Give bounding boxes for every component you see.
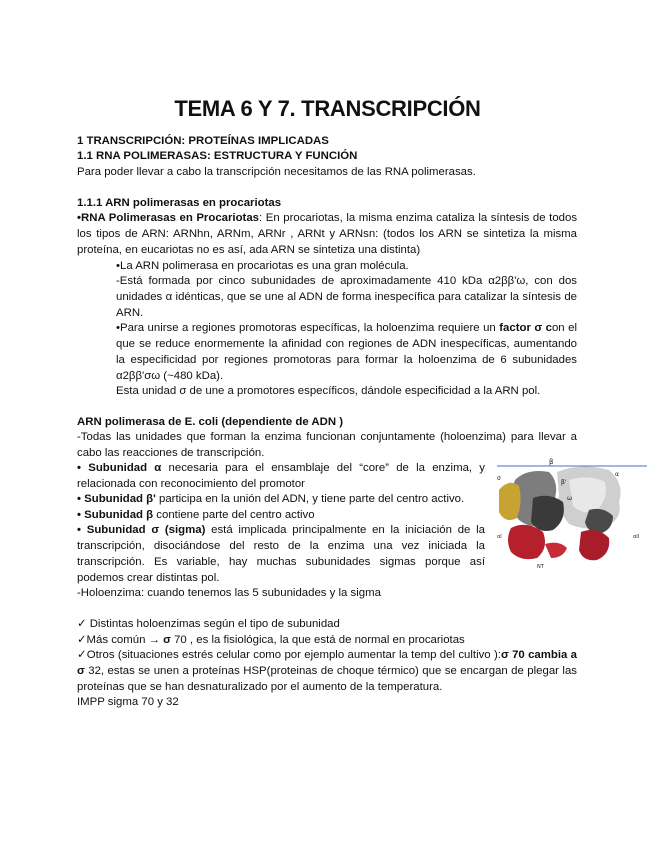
check-2-sigma: σ <box>163 634 171 646</box>
indented-point-4: Esta unidad σ de une a promotores específicos, dándole especificidad a la ARN pol. <box>116 385 541 397</box>
subunit-sigma <box>77 522 485 586</box>
paragraph-lead: •RNA Polimerasas en Procariotas <box>77 212 260 224</box>
heading-1: 1 TRANSCRIPCIÓN: PROTEÍNAS IMPLICADAS <box>77 135 329 147</box>
indented-point-3 <box>116 320 577 384</box>
point-3-bold: factor σ c <box>499 322 552 334</box>
paragraph-body: : En procariotas, la misma enzima cataliza la síntesis de todos los tipos de ARN: ARNhn, ARNm, ARNr , ARNt y ARNsn: (todos los ARN se sintetiza la misma proteína, en eucariotas no es así, ada ARN se sintetiza una distinta) <box>77 212 578 256</box>
alpha-shape <box>499 483 521 520</box>
label-sigma: σ <box>497 475 501 482</box>
label-beta-prime: β' <box>561 479 567 486</box>
subunit-beta-prime-label: • Subunidad β' <box>77 493 156 505</box>
check-2-part-a: ✓Más común → <box>77 634 164 646</box>
label-alpha-1: αI <box>497 534 502 540</box>
heading-ecoli: ARN polimerasa de E. coli (dependiente de ADN ) <box>77 416 344 428</box>
sigma-shape-right <box>579 530 609 560</box>
check-3-part-c: 32, estas se unen a proteínas HSP(proteinas de choque térmico) que se encargan de plegar las proteínas que se han desnaturalizado por el aumento de la temperatura. <box>77 665 577 693</box>
document-title: TEMA 6 Y 7. TRANSCRIPCIÓN <box>174 96 481 121</box>
indented-point-1: •La ARN polimerasa en procariotas es una gran molécula. <box>116 260 409 272</box>
subunit-alpha-label: • Subunidad α <box>77 462 162 474</box>
sigma-shape-mid <box>545 543 567 558</box>
label-beta: β <box>549 458 554 466</box>
subunit-beta-prime-text: participa en la unión del ADN, y tiene parte del centro activo. <box>155 493 465 505</box>
rna-polymerase-structure-figure <box>497 458 647 576</box>
label-nt: NT <box>537 564 544 570</box>
subunit-alpha <box>77 460 485 492</box>
check-3-bold: σ 70 cambia a σ <box>77 649 578 677</box>
subunit-alpha-text: necesaria para el ensamblaje del “core” de la enzima, y relacionada con reconocimiento del promotor <box>77 462 486 490</box>
subunit-beta-prime <box>77 491 464 507</box>
holoenzima-definition: -Holoenzima: cuando tenemos las 5 subunidades y la sigma <box>77 587 381 599</box>
label-alpha-2: αII <box>633 534 640 540</box>
check-item-3 <box>77 647 577 695</box>
subunit-sigma-label: • Subunidad σ (sigma) <box>77 524 206 536</box>
paragraph-procariotas <box>77 210 577 258</box>
check-item-2 <box>77 632 465 648</box>
indented-point-2: -Está formada por cinco subunidades de aproximadamente 410 kDa α2ββ'ω, con dos unidades α idénticas, que se une al ADN de forma inespecífica para catalizar la síntesis de ARN. <box>116 275 577 319</box>
check-item-1: ✓ Distintas holoenzimas según el tipo de subunidad <box>77 618 340 630</box>
check-3-part-a: ✓Otros (situaciones estrés celular como por ejemplo aumentar la temp del cultivo ): <box>77 649 501 661</box>
subunit-sigma-text: está implicada principalmente en la iniciación de la transcripción, disociándose del resto de la enzima una vez iniciada la transcripción. Es variable, hay muchas subunidades sigmas porque así podemos crear distintas pol. <box>77 524 485 584</box>
point-3-part-a: •Para unirse a regiones promotoras específicas, la holoenzima requiere un <box>116 322 500 334</box>
paragraph-holoenzima: -Todas las unidades que forman la enzima funcionan conjuntamente (holoenzima) para llevar a cabo las reacciones de transcripción. <box>77 431 577 459</box>
check-2-part-c: 70 , es la fisiológica, la que está de normal en procariotas <box>170 634 465 646</box>
sigma-shape-left <box>508 525 545 559</box>
subunit-beta-label: • Subunidad β <box>77 509 154 521</box>
heading-1-1-1: 1.1.1 ARN polimerasas en procariotas <box>77 197 282 209</box>
subunit-beta <box>77 507 315 523</box>
subunit-beta-text: contiene parte del centro activo <box>153 509 315 521</box>
heading-1-1: 1.1 RNA POLIMERASAS: ESTRUCTURA Y FUNCIÓN <box>77 150 358 162</box>
intro-paragraph: Para poder llevar a cabo la transcripción necesitamos de las RNA polimerasas. <box>77 166 476 178</box>
impp-note: IMPP sigma 70 y 32 <box>77 696 179 708</box>
label-alpha: α <box>615 471 619 478</box>
label-omega: ω <box>567 495 573 502</box>
point-3-part-c: on el que se reduce enormemente la afinidad con regiones de ADN inespecíficas, aumentando la especificidad por regiones promotoras para formar la holoenzima de 6 subunidades α2ββ'σω (~480 kDa). <box>116 322 577 382</box>
core-shape <box>531 496 564 531</box>
